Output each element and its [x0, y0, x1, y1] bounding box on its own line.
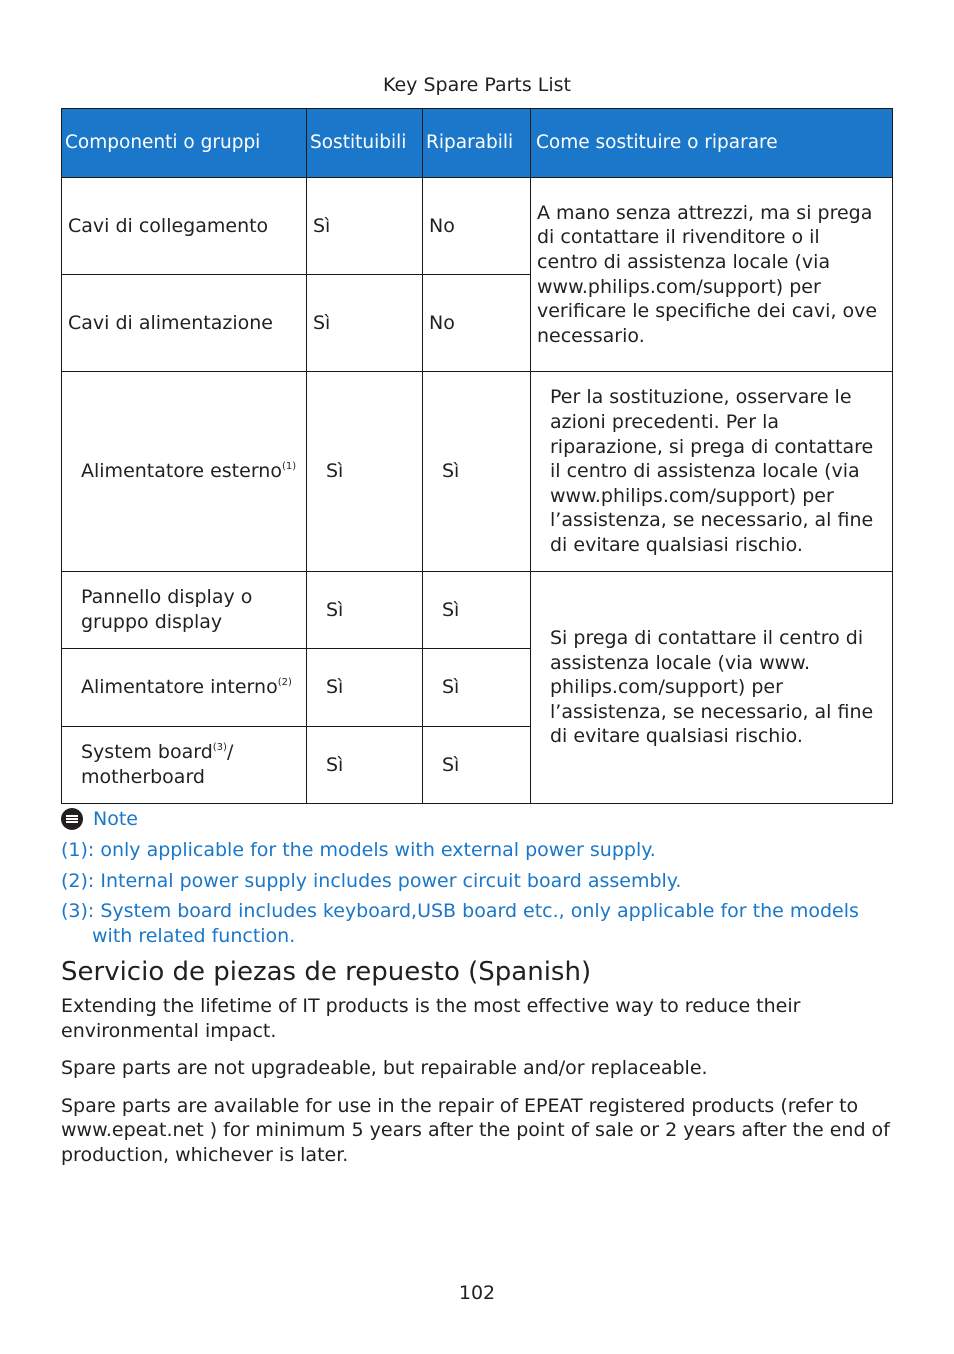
how-to-cell: A mano senza attrezzi, ma si prega di contattare il rivenditore o il centro di assistenza locale (via www.philips.com/support) per verificare le specifiche dei cavi, ove necessario.: [531, 178, 893, 372]
paragraph: Spare parts are not upgradeable, but repairable and/or replaceable.: [61, 1057, 708, 1080]
footnote-ref: (1): [281, 461, 297, 473]
paragraph: Extending the lifetime of IT products is the most effective way to reduce their environmental impact.: [61, 995, 801, 1042]
header-component: Componenti o gruppi: [62, 109, 307, 178]
replaceable-cell: Sì: [307, 727, 423, 804]
table-row: [62, 372, 893, 572]
note-item: (2): Internal power supply includes power circuit board assembly.: [61, 869, 682, 892]
table-caption: Key Spare Parts List: [382, 74, 572, 96]
note-block: [61, 806, 891, 948]
component-cell: [62, 572, 307, 649]
component-name: Pannello display o gruppo display: [81, 586, 253, 633]
spare-parts-table: [61, 108, 893, 804]
note-header: [61, 806, 891, 832]
section-heading: Servicio de piezas de repuesto (Spanish): [61, 957, 592, 987]
component-name: Alimentatore interno: [81, 676, 278, 699]
section-body: [61, 994, 891, 1181]
component-name: Alimentatore esterno: [81, 460, 282, 483]
note-item: (3): System board includes keyboard,USB board etc., only applicable for the models with related function.: [61, 900, 859, 947]
component-cell: [62, 372, 307, 572]
component-cell: [62, 275, 307, 372]
component-name: System board: [81, 741, 213, 764]
repairable-cell: Sì: [423, 372, 531, 572]
page-number: 102: [458, 1282, 496, 1304]
table-row: [62, 572, 893, 649]
paragraph: Spare parts are available for use in the repair of EPEAT registered products (refer to www.epeat.net ) for minimum 5 years after the point of sale or 2 years after the end of production, whichever is later.: [61, 1094, 890, 1166]
component-name-suffix: / motherboard: [81, 741, 234, 788]
component-cell: [62, 727, 307, 804]
note-item: (1): only applicable for the models with external power supply.: [61, 839, 656, 861]
replaceable-cell: Sì: [307, 572, 423, 649]
note-title: Note: [93, 807, 138, 830]
replaceable-cell: Sì: [307, 649, 423, 727]
note-icon: [61, 808, 83, 830]
repairable-cell: No: [423, 275, 531, 372]
component-cell: [62, 649, 307, 727]
how-to-cell: Per la sostituzione, osservare le azioni precedenti. Per la riparazione, si prega di contattare il centro di assistenza locale (via www.philips.com/support) per l’assistenza, se necessario, al fine di evitare qualsiasi rischio.: [531, 372, 893, 572]
replaceable-cell: Sì: [307, 178, 423, 275]
replaceable-cell: Sì: [307, 275, 423, 372]
component-name: Cavi di collegamento: [68, 214, 269, 237]
repairable-cell: No: [423, 178, 531, 275]
header-replaceable: Sostituibili: [307, 109, 423, 178]
footnote-ref: (3): [212, 742, 227, 754]
component-name: Cavi di alimentazione: [68, 311, 273, 334]
repairable-cell: Sì: [423, 572, 531, 649]
header-repairable: Riparabili: [423, 109, 531, 178]
table-header-row: [62, 109, 893, 178]
footnote-ref: (2): [277, 677, 292, 689]
replaceable-cell: Sì: [307, 372, 423, 572]
repairable-cell: Sì: [423, 649, 531, 727]
repairable-cell: Sì: [423, 727, 531, 804]
component-cell: [62, 178, 307, 275]
header-how-to: Come sostituire o riparare: [531, 109, 893, 178]
how-to-cell: Si prega di contattare il centro di assistenza locale (via www. philips.com/support) per l’assistenza, se necessario, al fine di evitare qualsiasi rischio.: [531, 572, 893, 804]
table-row: [62, 178, 893, 275]
